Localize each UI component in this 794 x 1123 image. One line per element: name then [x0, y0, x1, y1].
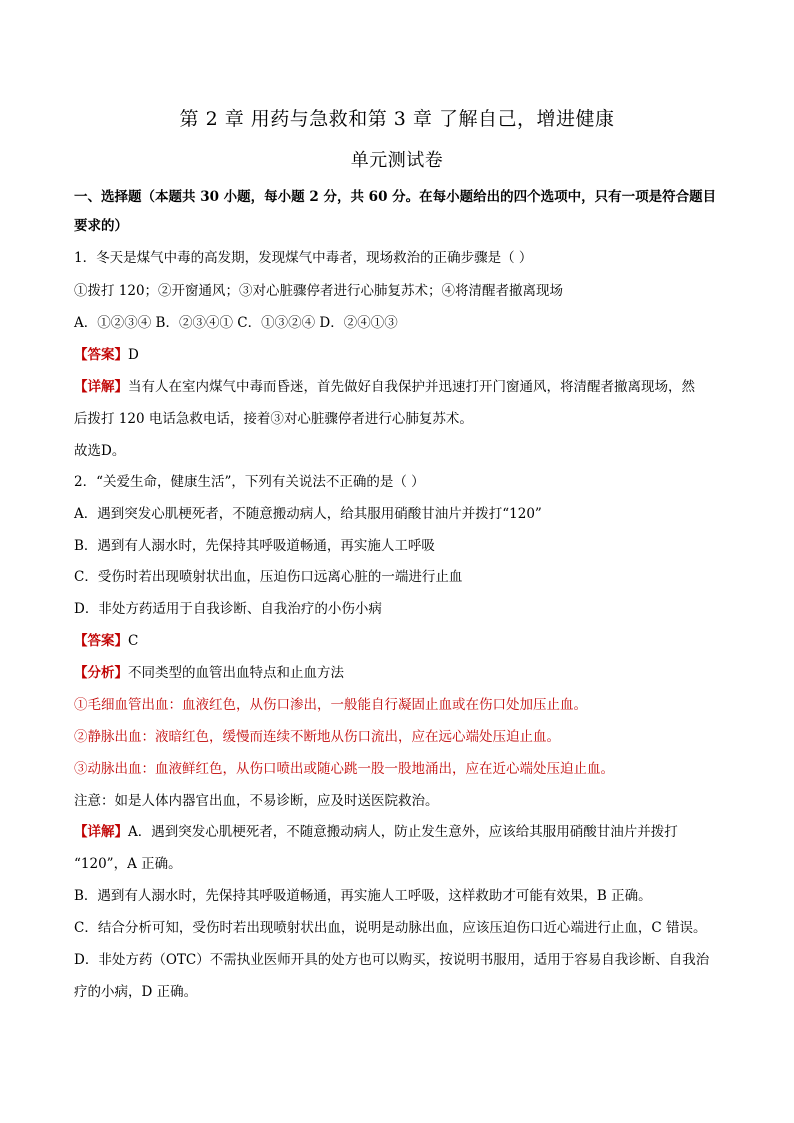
q2-analysis-text: 不同类型的血管出血特点和止血方法 — [128, 665, 344, 681]
q1-detail-line1 — [74, 377, 734, 397]
q2-detail-label: 【详解】 — [74, 824, 128, 840]
page-title: 第 2 章 用药与急救和第 3 章 了解自己，增进健康 — [179, 108, 615, 130]
q1-conclusion: 故选D。 — [74, 443, 126, 459]
q2-answer-label: 【答案】 — [74, 633, 128, 649]
q2-answer-value: C — [128, 633, 139, 649]
q2-analysis-vein: ②静脉出血：液暗红色，缓慢而连续不断地从伤口流出，应在远心端处压迫止血。 — [74, 729, 560, 745]
q2-detail-b: B．遇到有人溺水时，先保持其呼吸道畅通，再实施人工呼吸，这样救助才可能有效果，B 正确。 — [74, 888, 652, 904]
q2-option-d: D．非处方药适用于自我诊断、自我治疗的小伤小病 — [74, 601, 382, 617]
q2-detail-a-line2: “120”，A 正确。 — [74, 856, 182, 872]
q2-note: 注意：如是人体内器官出血，不易诊断，应及时送医院救治。 — [74, 793, 439, 809]
q2-analysis-label: 【分析】 — [74, 665, 128, 681]
q1-answer — [74, 345, 734, 365]
q1-detail-line2: 后拨打 120 电话急救电话，接着③对心脏骤停者进行心肺复苏术。 — [74, 411, 473, 427]
q1-answer-label: 【答案】 — [74, 347, 128, 363]
q2-answer — [74, 631, 734, 651]
section-heading-line1: 一、选择题（本题共 30 小题，每小题 2 分，共 60 分。在每小题给出的四个选项中，只有一项是符合题目 — [74, 189, 717, 205]
q2-detail-d-line2: 疗的小病，D 正确。 — [74, 984, 198, 1000]
q2-analysis — [74, 663, 734, 683]
q2-option-c: C．受伤时若出现喷射状出血，压迫伤口远离心脏的一端进行止血 — [74, 569, 463, 585]
q2-option-b: B．遇到有人溺水时，先保持其呼吸道畅通，再实施人工呼吸 — [74, 538, 435, 554]
q2-option-a: A．遇到突发心肌梗死者，不随意搬动病人，给其服用硝酸甘油片并拨打“120” — [74, 506, 542, 522]
q2-detail-d-line1: D．非处方药（OTC）不需执业医师开具的处方也可以购买，按说明书服用，适用于容易自我诊断、自我治 — [74, 952, 710, 968]
q1-detail-label: 【详解】 — [74, 379, 128, 395]
q2-detail-a-text1: A．遇到突发心肌梗死者，不随意搬动病人，防止发生意外，应该给其服用硝酸甘油片并拨打 — [128, 824, 678, 840]
q1-options: A．①②③④ B．②③④① C．①③②④ D．②④①③ — [74, 315, 398, 331]
q2-stem: 2．“关爱生命，健康生活”，下列有关说法不正确的是（ ） — [74, 474, 425, 490]
q2-detail-a-line1 — [74, 822, 734, 842]
q2-analysis-artery: ③动脉出血：血液鲜红色，从伤口喷出或随心跳一股一股地涌出，应在近心端处压迫止血。 — [74, 761, 614, 777]
page-subtitle: 单元测试卷 — [350, 150, 444, 171]
q1-answer-value: D — [128, 347, 139, 363]
q1-stem: 1．冬天是煤气中毒的高发期，发现煤气中毒者，现场救治的正确步骤是（ ） — [74, 250, 533, 266]
q1-detail-text1: 当有人在室内煤气中毒而昏迷，首先做好自我保护并迅速打开门窗通风，将清醒者撤离现场，然 — [128, 379, 695, 395]
q1-steps: ①拨打 120；②开窗通风；③对心脏骤停者进行心肺复苏术；④将清醒者撤离现场 — [74, 283, 564, 299]
q2-analysis-capillary: ①毛细血管出血：血液红色，从伤口渗出，一般能自行凝固止血或在伤口处加压止血。 — [74, 697, 587, 713]
section-heading-line2: 要求的） — [74, 218, 128, 234]
q2-detail-c: C．结合分析可知，受伤时若出现喷射状出血，说明是动脉出血，应该压迫伤口近心端进行止血，C 错误。 — [74, 920, 707, 936]
